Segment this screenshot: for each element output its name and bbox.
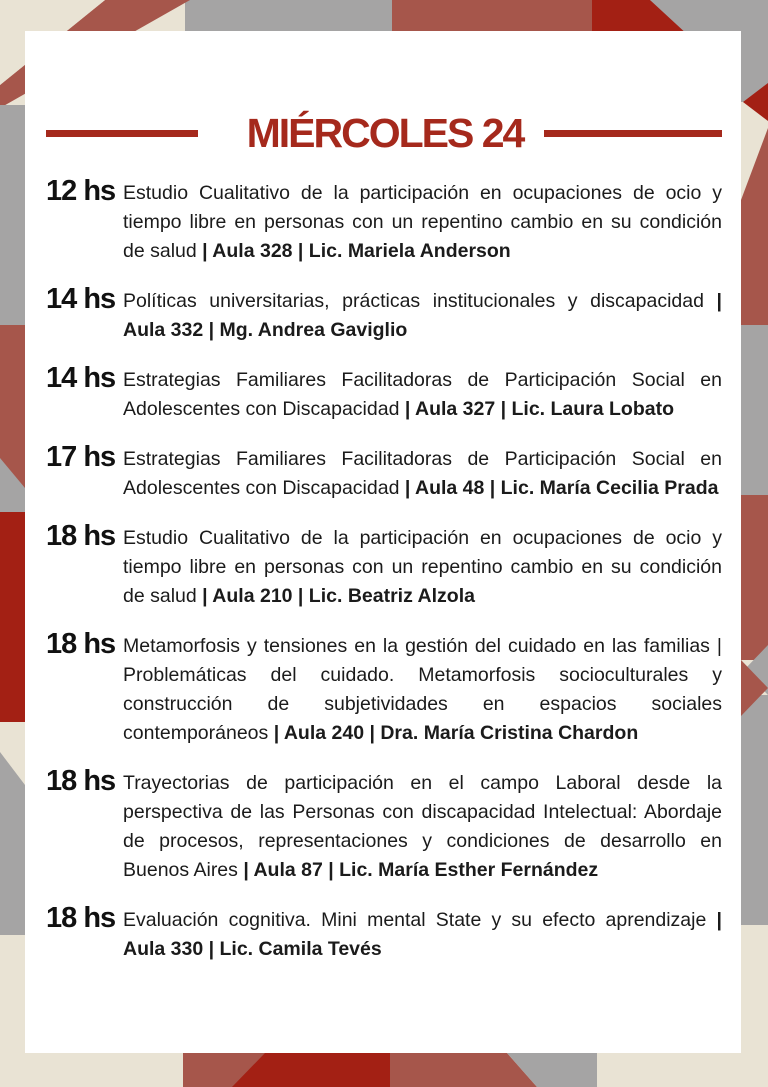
- entry-text: Estrategias Familiares Facilitadoras de Participación Social en Adolescentes con Discapacidad: [123, 369, 722, 420]
- entry-description: [123, 769, 722, 885]
- entry-time: 12 hs: [46, 175, 116, 207]
- schedule-entry: [46, 520, 722, 611]
- day-header: [46, 111, 722, 155]
- schedule-entries: [46, 175, 722, 964]
- schedule-entry: [46, 362, 722, 424]
- entry-detail: | Aula 240 | Dra. María Cristina Chardon: [273, 722, 639, 744]
- entry-description: [123, 287, 722, 345]
- entry-time: 18 hs: [46, 902, 116, 934]
- entry-description: [123, 524, 722, 611]
- title-rule-right: [544, 130, 722, 137]
- entry-time: 18 hs: [46, 765, 116, 797]
- schedule-entry: [46, 765, 722, 885]
- entry-time: 17 hs: [46, 441, 116, 473]
- entry-text: Estrategias Familiares Facilitadoras de Participación Social en Adolescentes con Discapacidad: [123, 448, 722, 499]
- entry-description: [123, 632, 722, 748]
- entry-text: Estudio Cualitativo de la participación en ocupaciones de ocio y tiempo libre en personas con un repentino cambio en su condición de salud: [123, 182, 722, 262]
- entry-time: 14 hs: [46, 362, 116, 394]
- schedule-card: [25, 31, 741, 1053]
- entry-detail: | Aula 87 | Lic. María Esther Fernández: [243, 859, 599, 881]
- entry-description: [123, 366, 722, 424]
- entry-detail: | Aula 327 | Lic. Laura Lobato: [404, 398, 675, 420]
- entry-text: Trayectorias de participación en el campo Laboral desde la perspectiva de las Personas con discapacidad Intelectual: Abordaje de procesos, representaciones y condiciones de desarrollo en Buenos Aires: [123, 772, 722, 881]
- entry-time: 18 hs: [46, 520, 116, 552]
- entry-description: [123, 445, 722, 503]
- entry-text: Estudio Cualitativo de la participación en ocupaciones de ocio y tiempo libre en personas con un repentino cambio en su condición de salud: [123, 527, 722, 607]
- entry-description: [123, 906, 722, 964]
- schedule-entry: [46, 628, 722, 748]
- entry-detail: | Aula 332 | Mg. Andrea Gaviglio: [123, 290, 722, 341]
- entry-text: Evaluación cognitiva. Mini mental State y su efecto aprendizaje: [123, 909, 707, 931]
- entry-text: Metamorfosis y tensiones en la gestión del cuidado en las familias | Problemáticas del cuidado. Metamorfosis socioculturales y construcción de subjetividades en espacios sociales contemporáneos: [123, 635, 722, 744]
- schedule-entry: [46, 283, 722, 345]
- entry-detail: | Aula 210 | Lic. Beatriz Alzola: [202, 585, 475, 607]
- entry-text: Políticas universitarias, prácticas institucionales y discapacidad: [123, 290, 704, 312]
- schedule-entry: [46, 902, 722, 964]
- schedule-entry: [46, 175, 722, 266]
- entry-detail: | Aula 48 | Lic. María Cecilia Prada: [404, 477, 719, 499]
- title-rule-left: [46, 130, 198, 137]
- schedule-entry: [46, 441, 722, 503]
- entry-time: 14 hs: [46, 283, 116, 315]
- entry-detail: | Aula 330 | Lic. Camila Tevés: [123, 909, 722, 960]
- entry-detail: | Aula 328 | Lic. Mariela Anderson: [202, 240, 511, 262]
- entry-description: [123, 179, 722, 266]
- page-title: MIÉRCOLES 24: [246, 109, 524, 156]
- entry-time: 18 hs: [46, 628, 116, 660]
